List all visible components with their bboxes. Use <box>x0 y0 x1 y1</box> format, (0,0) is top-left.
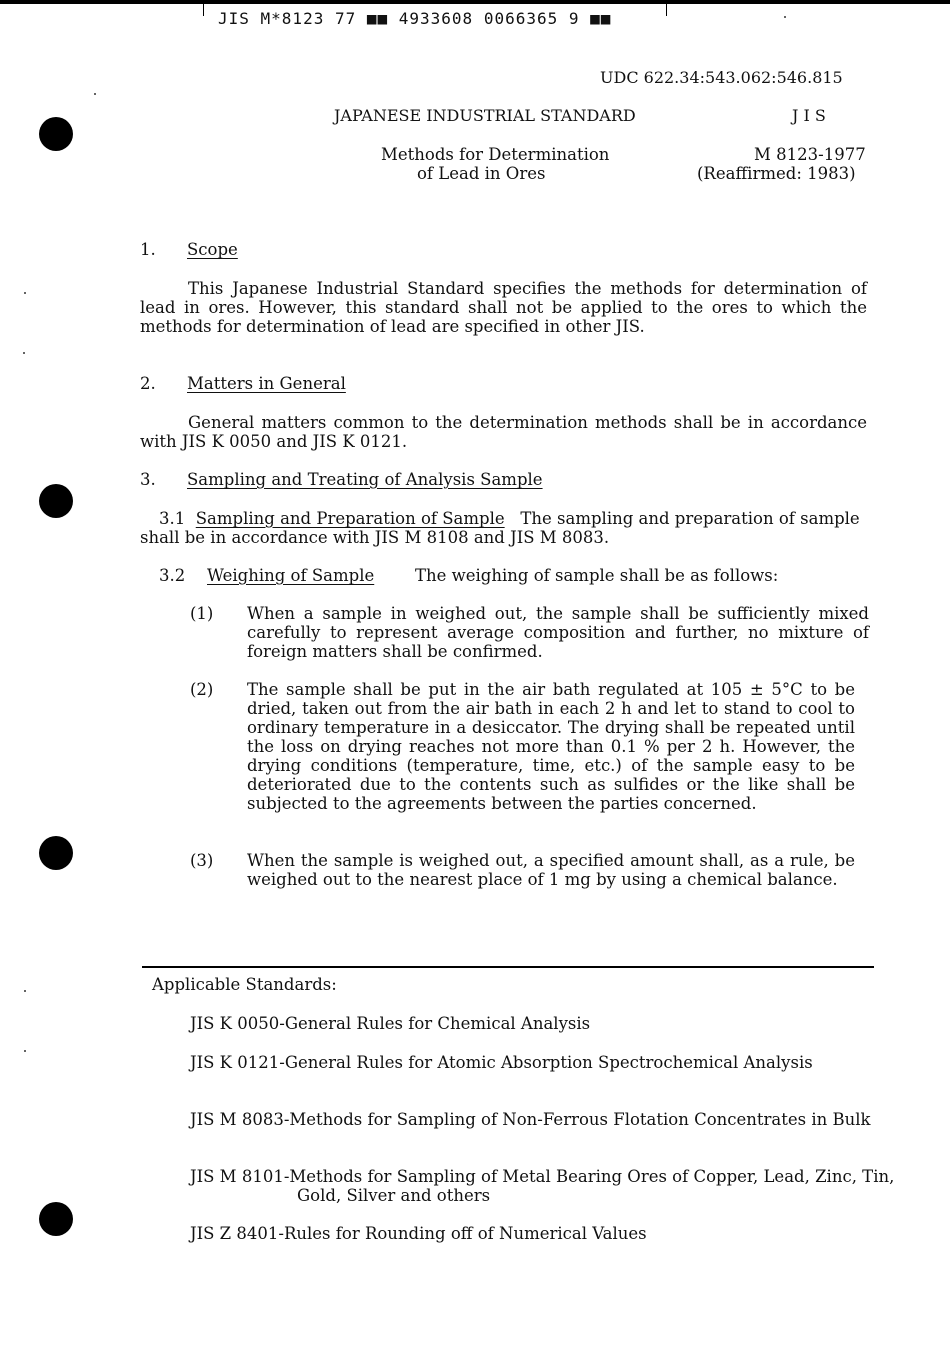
section-3-number: 3. <box>140 470 156 489</box>
scan-mark <box>666 4 667 16</box>
standard-code: JIS M 8101 <box>190 1167 284 1186</box>
applicable-standard-item: JIS Z 8401-Rules for Rounding off of Numerical Values <box>190 1224 647 1243</box>
document-title-line1: Methods for Determination <box>381 145 610 164</box>
section-2-body: General matters common to the determination methods shall be in accordance with JIS K 0050 and JIS K 0121. <box>140 413 867 451</box>
subsection-3-1 <box>140 509 867 547</box>
section-1-title: Scope <box>187 240 238 259</box>
list-item-text: When the sample is weighed out, a specified amount shall, as a rule, be weighed out to the nearest place of 1 mg by using a chemical balance. <box>247 851 855 889</box>
jis-mark: J I S <box>792 106 826 125</box>
header-code: JIS M*8123 77 ■■ 4933608 0066365 9 ■■ <box>218 9 612 28</box>
standard-title: Rules for Rounding off of Numerical Values <box>283 1224 647 1243</box>
section-2-number: 2. <box>140 374 156 393</box>
standard-title: General Rules for Atomic Absorption Spectrochemical Analysis <box>284 1053 813 1072</box>
scan-speck <box>784 16 786 18</box>
subsection-3-1-number: 3.1 <box>159 509 186 528</box>
standard-title: JAPANESE INDUSTRIAL STANDARD <box>334 106 636 125</box>
standard-code: JIS Z 8401 <box>190 1224 279 1243</box>
section-1-body: This Japanese Industrial Standard specifies the methods for determination of lead in ores. However, this standard shall not be applied to the ores to which the methods for determination of lead are specified in other JIS. <box>140 279 867 336</box>
subsection-3-2-number: 3.2 <box>159 566 186 585</box>
scan-speck <box>23 352 25 354</box>
punch-hole <box>39 836 73 870</box>
list-item-number: (2) <box>190 680 214 699</box>
standard-code: JIS M 8083 <box>190 1110 284 1129</box>
footnote-divider <box>142 966 874 968</box>
scan-mark <box>203 4 204 16</box>
applicable-standard-item: JIS M 8101-Methods for Sampling of Metal Bearing Ores of Copper, Lead, Zinc, Tin, Gold, Silver and others <box>190 1167 895 1205</box>
punch-hole <box>39 484 73 518</box>
applicable-standard-item: JIS K 0050-General Rules for Chemical Analysis <box>190 1014 591 1033</box>
section-1-number: 1. <box>140 240 156 259</box>
scan-speck <box>24 1050 26 1052</box>
document-title-line2: of Lead in Ores <box>417 164 546 183</box>
punch-hole <box>39 117 73 151</box>
subsection-3-1-body: The sampling and preparation of sample shall be in accordance with JIS M 8108 and JIS M 8083. <box>140 509 860 547</box>
section-2-title: Matters in General <box>187 374 346 393</box>
applicable-standards-heading: Applicable Standards: <box>152 975 337 994</box>
applicable-standard-item: JIS M 8083-Methods for Sampling of Non-Ferrous Flotation Concentrates in Bulk <box>190 1110 871 1129</box>
subsection-3-2-body: The weighing of sample shall be as follows: <box>415 566 779 585</box>
document-number: M 8123-1977 <box>754 145 866 164</box>
list-item-text: The sample shall be put in the air bath regulated at 105 ± 5°C to be dried, taken out from the air bath in each 2 h and let to stand to cool to ordinary temperature in a desiccator. The drying shall be repeated until the loss on drying reaches not more than 0.1 % per 2 h. However, the drying conditions (temperature, time, etc.) of the sample easy to be deteriorated due to the contents such as sulfides or the like shall be subjected to the agreements between the parties concerned. <box>247 680 855 813</box>
standard-code: JIS K 0050 <box>190 1014 280 1033</box>
subsection-3-1-title: Sampling and Preparation of Sample <box>195 509 505 528</box>
standard-title: Methods for Sampling of Metal Bearing Ores of Copper, Lead, Zinc, Tin, Gold, Silver and others <box>289 1167 895 1205</box>
subsection-3-2-title: Weighing of Sample <box>207 566 375 585</box>
scan-top-border <box>0 0 950 4</box>
standard-code: JIS K 0121 <box>190 1053 280 1072</box>
standard-title: General Rules for Chemical Analysis <box>284 1014 591 1033</box>
scan-speck <box>94 93 96 95</box>
applicable-standard-item: JIS K 0121-General Rules for Atomic Absorption Spectrochemical Analysis <box>190 1053 813 1072</box>
reaffirmed-date: (Reaffirmed: 1983) <box>697 164 856 183</box>
udc-number: UDC 622.34:543.062:546.815 <box>600 68 843 87</box>
section-3-title: Sampling and Treating of Analysis Sample <box>187 470 543 489</box>
scan-speck <box>24 990 26 992</box>
scan-speck <box>24 292 26 294</box>
punch-hole <box>39 1202 73 1236</box>
list-item-text: When a sample in weighed out, the sample shall be sufficiently mixed carefully to represent average composition and further, no mixture of foreign matters shall be confirmed. <box>247 604 869 661</box>
list-item-number: (3) <box>190 851 214 870</box>
list-item-number: (1) <box>190 604 214 623</box>
standard-title: Methods for Sampling of Non-Ferrous Flotation Concentrates in Bulk <box>289 1110 871 1129</box>
